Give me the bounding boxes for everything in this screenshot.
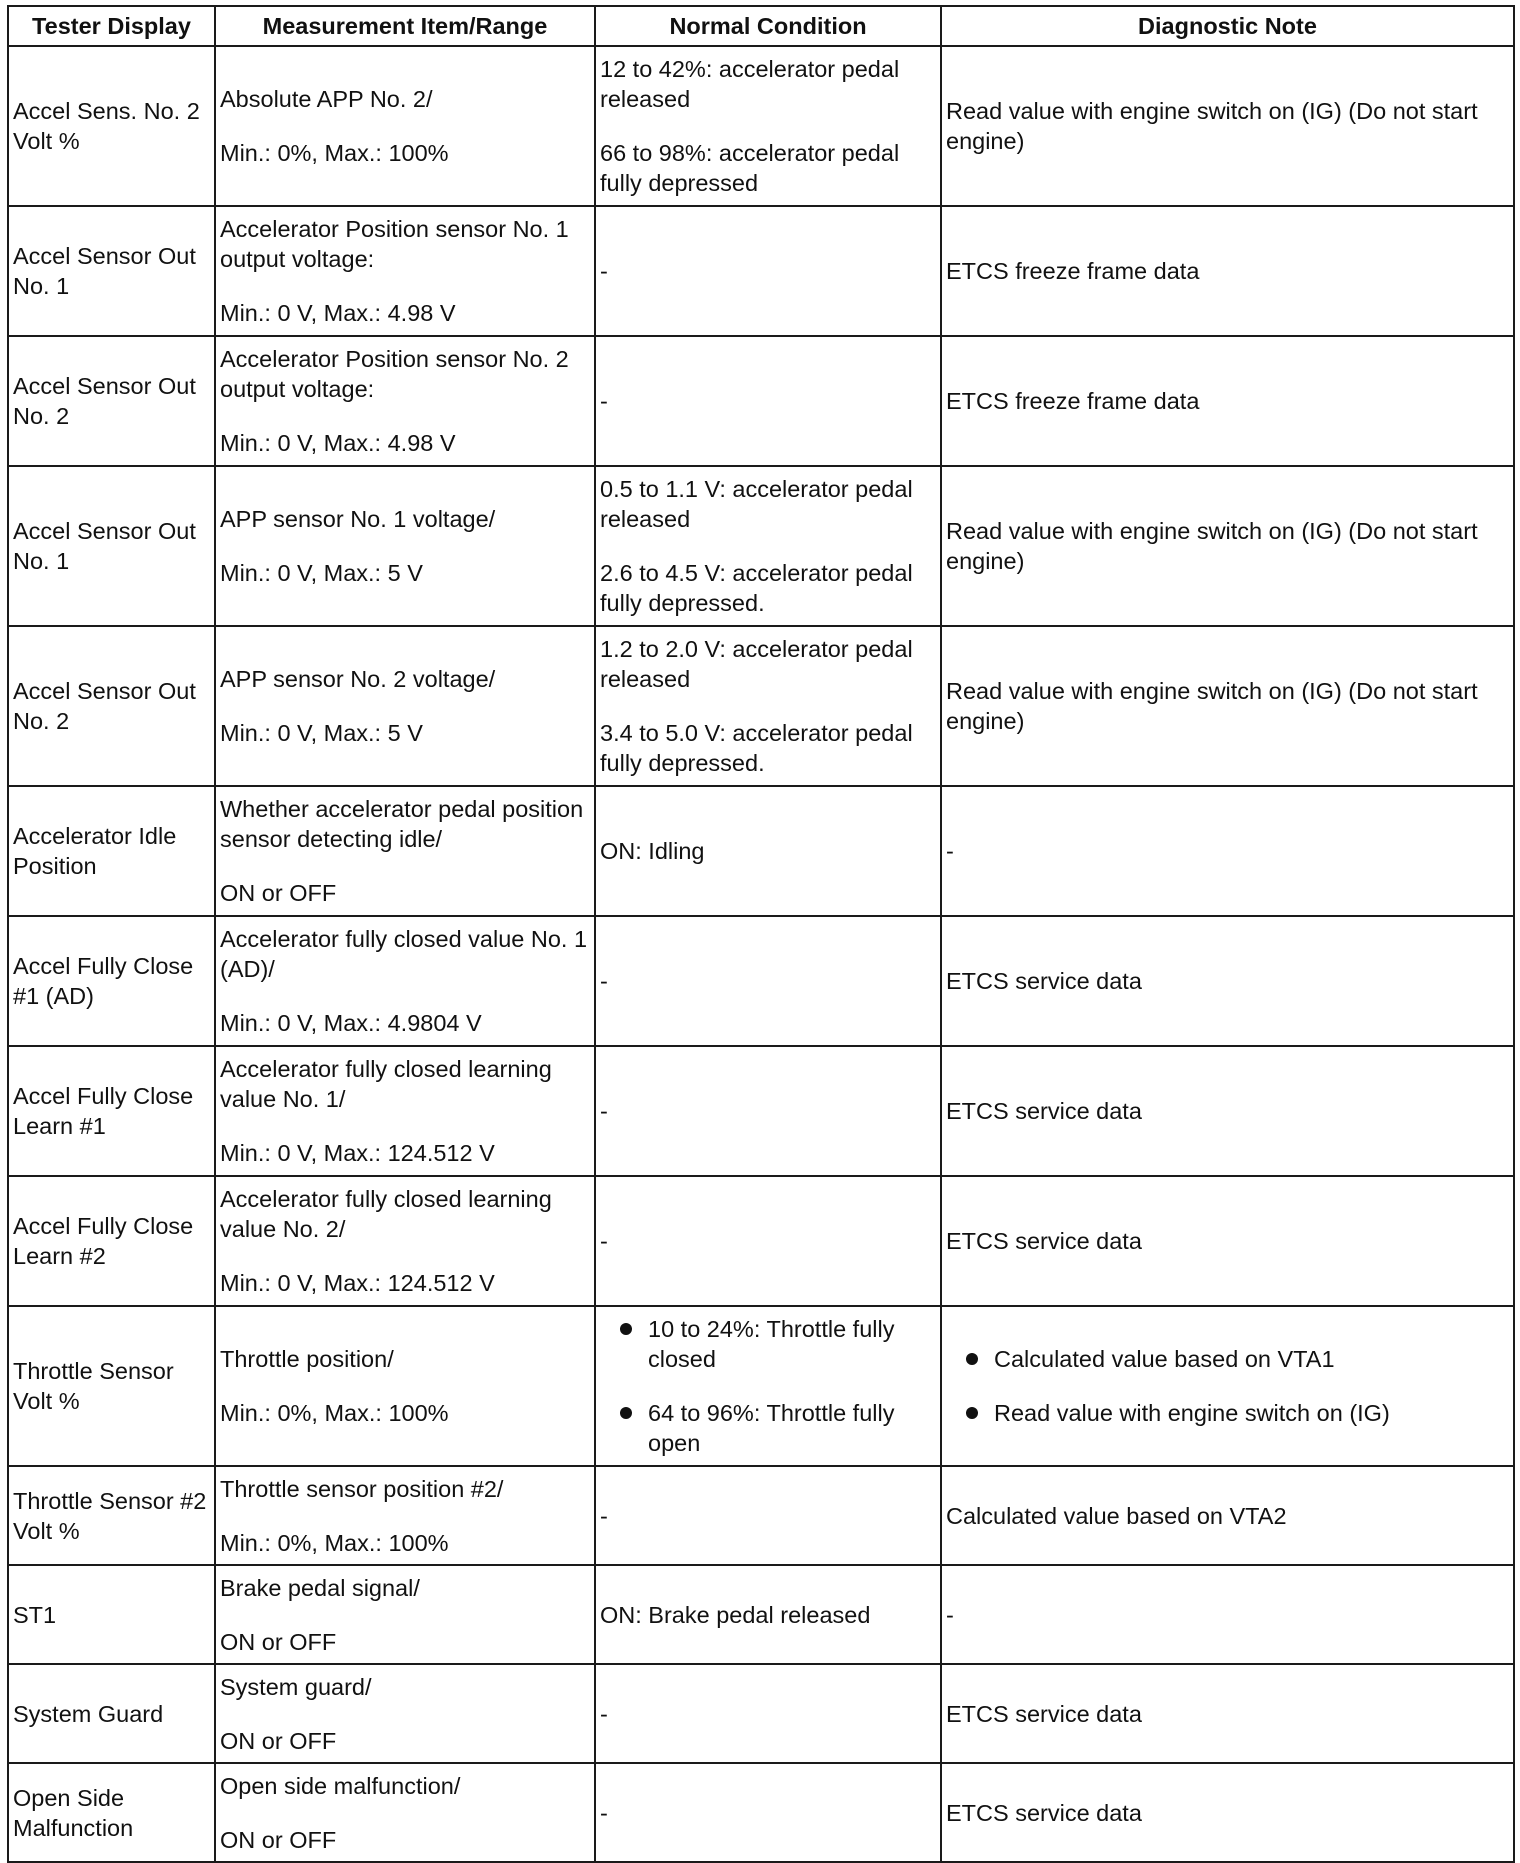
- measurement-item-text: Min.: 0%, Max.: 100%: [220, 140, 449, 166]
- diagnostic-note-cell: [941, 786, 1514, 916]
- measurement-item-text: ON or OFF: [220, 1628, 337, 1655]
- measurement-item-text: APP sensor No. 2 voltage/: [220, 666, 496, 692]
- table-row: [8, 1763, 1514, 1862]
- diagnostic-note-cell: [941, 1466, 1514, 1565]
- measurement-item-cell: [215, 336, 595, 466]
- diagnostic-note-cell: [941, 1664, 1514, 1763]
- table-row: [8, 1466, 1514, 1565]
- bullet-text: 10 to 24%: Throttle fully closed: [648, 1316, 895, 1372]
- table-row: [8, 466, 1514, 626]
- header-measurement-item-range: Measurement Item/Range: [215, 6, 595, 46]
- measurement-item-text: ON or OFF: [220, 880, 337, 906]
- diagnostic-data-table: [7, 5, 1515, 1863]
- normal-condition-text: -: [600, 1228, 608, 1254]
- diagnostic-note-cell: [941, 1306, 1514, 1466]
- diagnostic-note-cell: [941, 626, 1514, 786]
- normal-condition-cell: [595, 1466, 941, 1565]
- diagnostic-note-cell: [941, 1046, 1514, 1176]
- normal-condition-cell: [595, 916, 941, 1046]
- normal-condition-text: -: [600, 1502, 608, 1529]
- bullet-list: [946, 1344, 1509, 1428]
- normal-condition-text: -: [600, 1799, 608, 1826]
- diagnostic-note-cell: [941, 46, 1514, 206]
- header-tester-display: Tester Display: [8, 6, 215, 46]
- diagnostic-note-text: ETCS freeze frame data: [946, 388, 1200, 414]
- normal-condition-text: -: [600, 968, 608, 994]
- bullet-item: [600, 1398, 936, 1458]
- diagnostic-note-cell: [941, 206, 1514, 336]
- measurement-item-text: Min.: 0 V, Max.: 124.512 V: [220, 1140, 495, 1166]
- tester-display-cell: Open Side Malfunction: [8, 1763, 215, 1862]
- bullet-list: [600, 1314, 936, 1458]
- diagnostic-note-text: ETCS service data: [946, 968, 1142, 994]
- measurement-item-cell: [215, 46, 595, 206]
- measurement-item-cell: [215, 916, 595, 1046]
- measurement-item-cell: [215, 1046, 595, 1176]
- bullet-item: [946, 1398, 1509, 1428]
- measurement-item-cell: [215, 1466, 595, 1565]
- measurement-item-text: Throttle position/: [220, 1346, 394, 1372]
- tester-display-cell: Accel Fully Close #1 (AD): [8, 916, 215, 1046]
- normal-condition-text: -: [600, 258, 608, 284]
- table-row: [8, 1565, 1514, 1664]
- bullet-text: Calculated value based on VTA1: [994, 1346, 1335, 1372]
- normal-condition-text: 66 to 98%: accelerator pedal fully depressed: [600, 140, 900, 196]
- measurement-item-text: Min.: 0 V, Max.: 4.9804 V: [220, 1010, 482, 1036]
- table-header: [8, 6, 1514, 46]
- bullet-dot-icon: [966, 1353, 978, 1365]
- diagnostic-note-text: Read value with engine switch on (IG) (Do not start engine): [946, 678, 1478, 734]
- measurement-item-text: Throttle sensor position #2/: [220, 1475, 504, 1502]
- diagnostic-note-cell: [941, 1763, 1514, 1862]
- normal-condition-text: 3.4 to 5.0 V: accelerator pedal fully depressed.: [600, 720, 913, 776]
- bullet-dot-icon: [966, 1407, 978, 1419]
- measurement-item-text: Open side malfunction/: [220, 1772, 461, 1799]
- normal-condition-cell: [595, 336, 941, 466]
- measurement-item-text: Whether accelerator pedal position sensor detecting idle/: [220, 796, 584, 852]
- measurement-item-text: System guard/: [220, 1673, 372, 1700]
- measurement-item-text: Min.: 0 V, Max.: 124.512 V: [220, 1270, 495, 1296]
- normal-condition-text: -: [600, 1098, 608, 1124]
- normal-condition-cell: [595, 466, 941, 626]
- normal-condition-cell: [595, 626, 941, 786]
- tester-display-cell: Throttle Sensor #2 Volt %: [8, 1466, 215, 1565]
- tester-display-cell: Accelerator Idle Position: [8, 786, 215, 916]
- measurement-item-cell: [215, 1565, 595, 1664]
- measurement-item-text: ON or OFF: [220, 1727, 337, 1754]
- tester-display-cell: Throttle Sensor Volt %: [8, 1306, 215, 1466]
- table-row: [8, 206, 1514, 336]
- measurement-item-text: Accelerator fully closed learning value No. 1/: [220, 1056, 552, 1112]
- measurement-item-text: APP sensor No. 1 voltage/: [220, 506, 496, 532]
- table-row: [8, 1664, 1514, 1763]
- measurement-item-text: Min.: 0 V, Max.: 5 V: [220, 720, 423, 746]
- normal-condition-cell: [595, 786, 941, 916]
- normal-condition-text: 12 to 42%: accelerator pedal released: [600, 56, 900, 112]
- normal-condition-cell: [595, 1176, 941, 1306]
- measurement-item-text: Accelerator Position sensor No. 2 output voltage:: [220, 346, 569, 402]
- measurement-item-text: Min.: 0%, Max.: 100%: [220, 1529, 449, 1556]
- bullet-item: [600, 1314, 936, 1374]
- bullet-dot-icon: [620, 1323, 632, 1335]
- normal-condition-text: ON: Brake pedal released: [600, 1601, 871, 1628]
- table-row: [8, 786, 1514, 916]
- measurement-item-text: ON or OFF: [220, 1826, 337, 1853]
- diagnostic-note-cell: [941, 1176, 1514, 1306]
- normal-condition-cell: [595, 1046, 941, 1176]
- header-row: [8, 6, 1514, 46]
- normal-condition-text: 1.2 to 2.0 V: accelerator pedal released: [600, 636, 913, 692]
- tester-display-cell: Accel Fully Close Learn #1: [8, 1046, 215, 1176]
- tester-display-cell: Accel Sensor Out No. 1: [8, 466, 215, 626]
- header-diagnostic-note: Diagnostic Note: [941, 6, 1514, 46]
- tester-display-cell: Accel Sensor Out No. 1: [8, 206, 215, 336]
- diagnostic-note-cell: [941, 916, 1514, 1046]
- measurement-item-text: Min.: 0 V, Max.: 5 V: [220, 560, 423, 586]
- table-row: [8, 1176, 1514, 1306]
- normal-condition-cell: [595, 46, 941, 206]
- normal-condition-cell: [595, 1763, 941, 1862]
- normal-condition-text: -: [600, 388, 608, 414]
- measurement-item-cell: [215, 1664, 595, 1763]
- bullet-text: Read value with engine switch on (IG): [994, 1400, 1390, 1426]
- normal-condition-cell: [595, 1306, 941, 1466]
- diagnostic-note-text: ETCS service data: [946, 1228, 1142, 1254]
- measurement-item-cell: [215, 206, 595, 336]
- diagnostic-note-text: -: [946, 838, 954, 864]
- table-row: [8, 916, 1514, 1046]
- normal-condition-cell: [595, 1664, 941, 1763]
- normal-condition-cell: [595, 1565, 941, 1664]
- measurement-item-text: Absolute APP No. 2/: [220, 86, 433, 112]
- measurement-item-cell: [215, 1306, 595, 1466]
- table-row: [8, 336, 1514, 466]
- measurement-item-cell: [215, 466, 595, 626]
- measurement-item-cell: [215, 626, 595, 786]
- measurement-item-text: Accelerator fully closed learning value No. 2/: [220, 1186, 552, 1242]
- measurement-item-text: Accelerator Position sensor No. 1 output voltage:: [220, 216, 569, 272]
- diagnostic-note-text: Calculated value based on VTA2: [946, 1502, 1287, 1529]
- tester-display-cell: Accel Sens. No. 2 Volt %: [8, 46, 215, 206]
- measurement-item-cell: [215, 1763, 595, 1862]
- table-row: [8, 626, 1514, 786]
- table-row: [8, 1046, 1514, 1176]
- tester-display-cell: Accel Sensor Out No. 2: [8, 626, 215, 786]
- measurement-item-cell: [215, 1176, 595, 1306]
- measurement-item-text: Min.: 0 V, Max.: 4.98 V: [220, 430, 456, 456]
- tester-display-cell: ST1: [8, 1565, 215, 1664]
- table-row: [8, 1306, 1514, 1466]
- diagnostic-note-text: -: [946, 1601, 954, 1628]
- bullet-text: 64 to 96%: Throttle fully open: [648, 1400, 895, 1456]
- measurement-item-text: Min.: 0%, Max.: 100%: [220, 1400, 449, 1426]
- normal-condition-text: -: [600, 1700, 608, 1727]
- diagnostic-note-text: ETCS service data: [946, 1799, 1142, 1826]
- tester-display-cell: Accel Fully Close Learn #2: [8, 1176, 215, 1306]
- measurement-item-text: Min.: 0 V, Max.: 4.98 V: [220, 300, 456, 326]
- normal-condition-text: 0.5 to 1.1 V: accelerator pedal released: [600, 476, 913, 532]
- measurement-item-text: Accelerator fully closed value No. 1 (AD)/: [220, 926, 588, 982]
- table-body: [8, 46, 1514, 1862]
- diagnostic-note-cell: [941, 336, 1514, 466]
- header-normal-condition: Normal Condition: [595, 6, 941, 46]
- diagnostic-note-text: Read value with engine switch on (IG) (Do not start engine): [946, 98, 1478, 154]
- tester-display-cell: System Guard: [8, 1664, 215, 1763]
- measurement-item-text: Brake pedal signal/: [220, 1574, 420, 1601]
- diagnostic-note-text: ETCS service data: [946, 1098, 1142, 1124]
- normal-condition-text: 2.6 to 4.5 V: accelerator pedal fully depressed.: [600, 560, 913, 616]
- diagnostic-note-text: ETCS freeze frame data: [946, 258, 1200, 284]
- bullet-item: [946, 1344, 1509, 1374]
- diagnostic-note-text: Read value with engine switch on (IG) (Do not start engine): [946, 518, 1478, 574]
- normal-condition-cell: [595, 206, 941, 336]
- normal-condition-text: ON: Idling: [600, 838, 705, 864]
- diagnostic-note-cell: [941, 466, 1514, 626]
- diagnostic-note-text: ETCS service data: [946, 1700, 1142, 1727]
- diagnostic-note-cell: [941, 1565, 1514, 1664]
- measurement-item-cell: [215, 786, 595, 916]
- tester-display-cell: Accel Sensor Out No. 2: [8, 336, 215, 466]
- bullet-dot-icon: [620, 1407, 632, 1419]
- table-row: [8, 46, 1514, 206]
